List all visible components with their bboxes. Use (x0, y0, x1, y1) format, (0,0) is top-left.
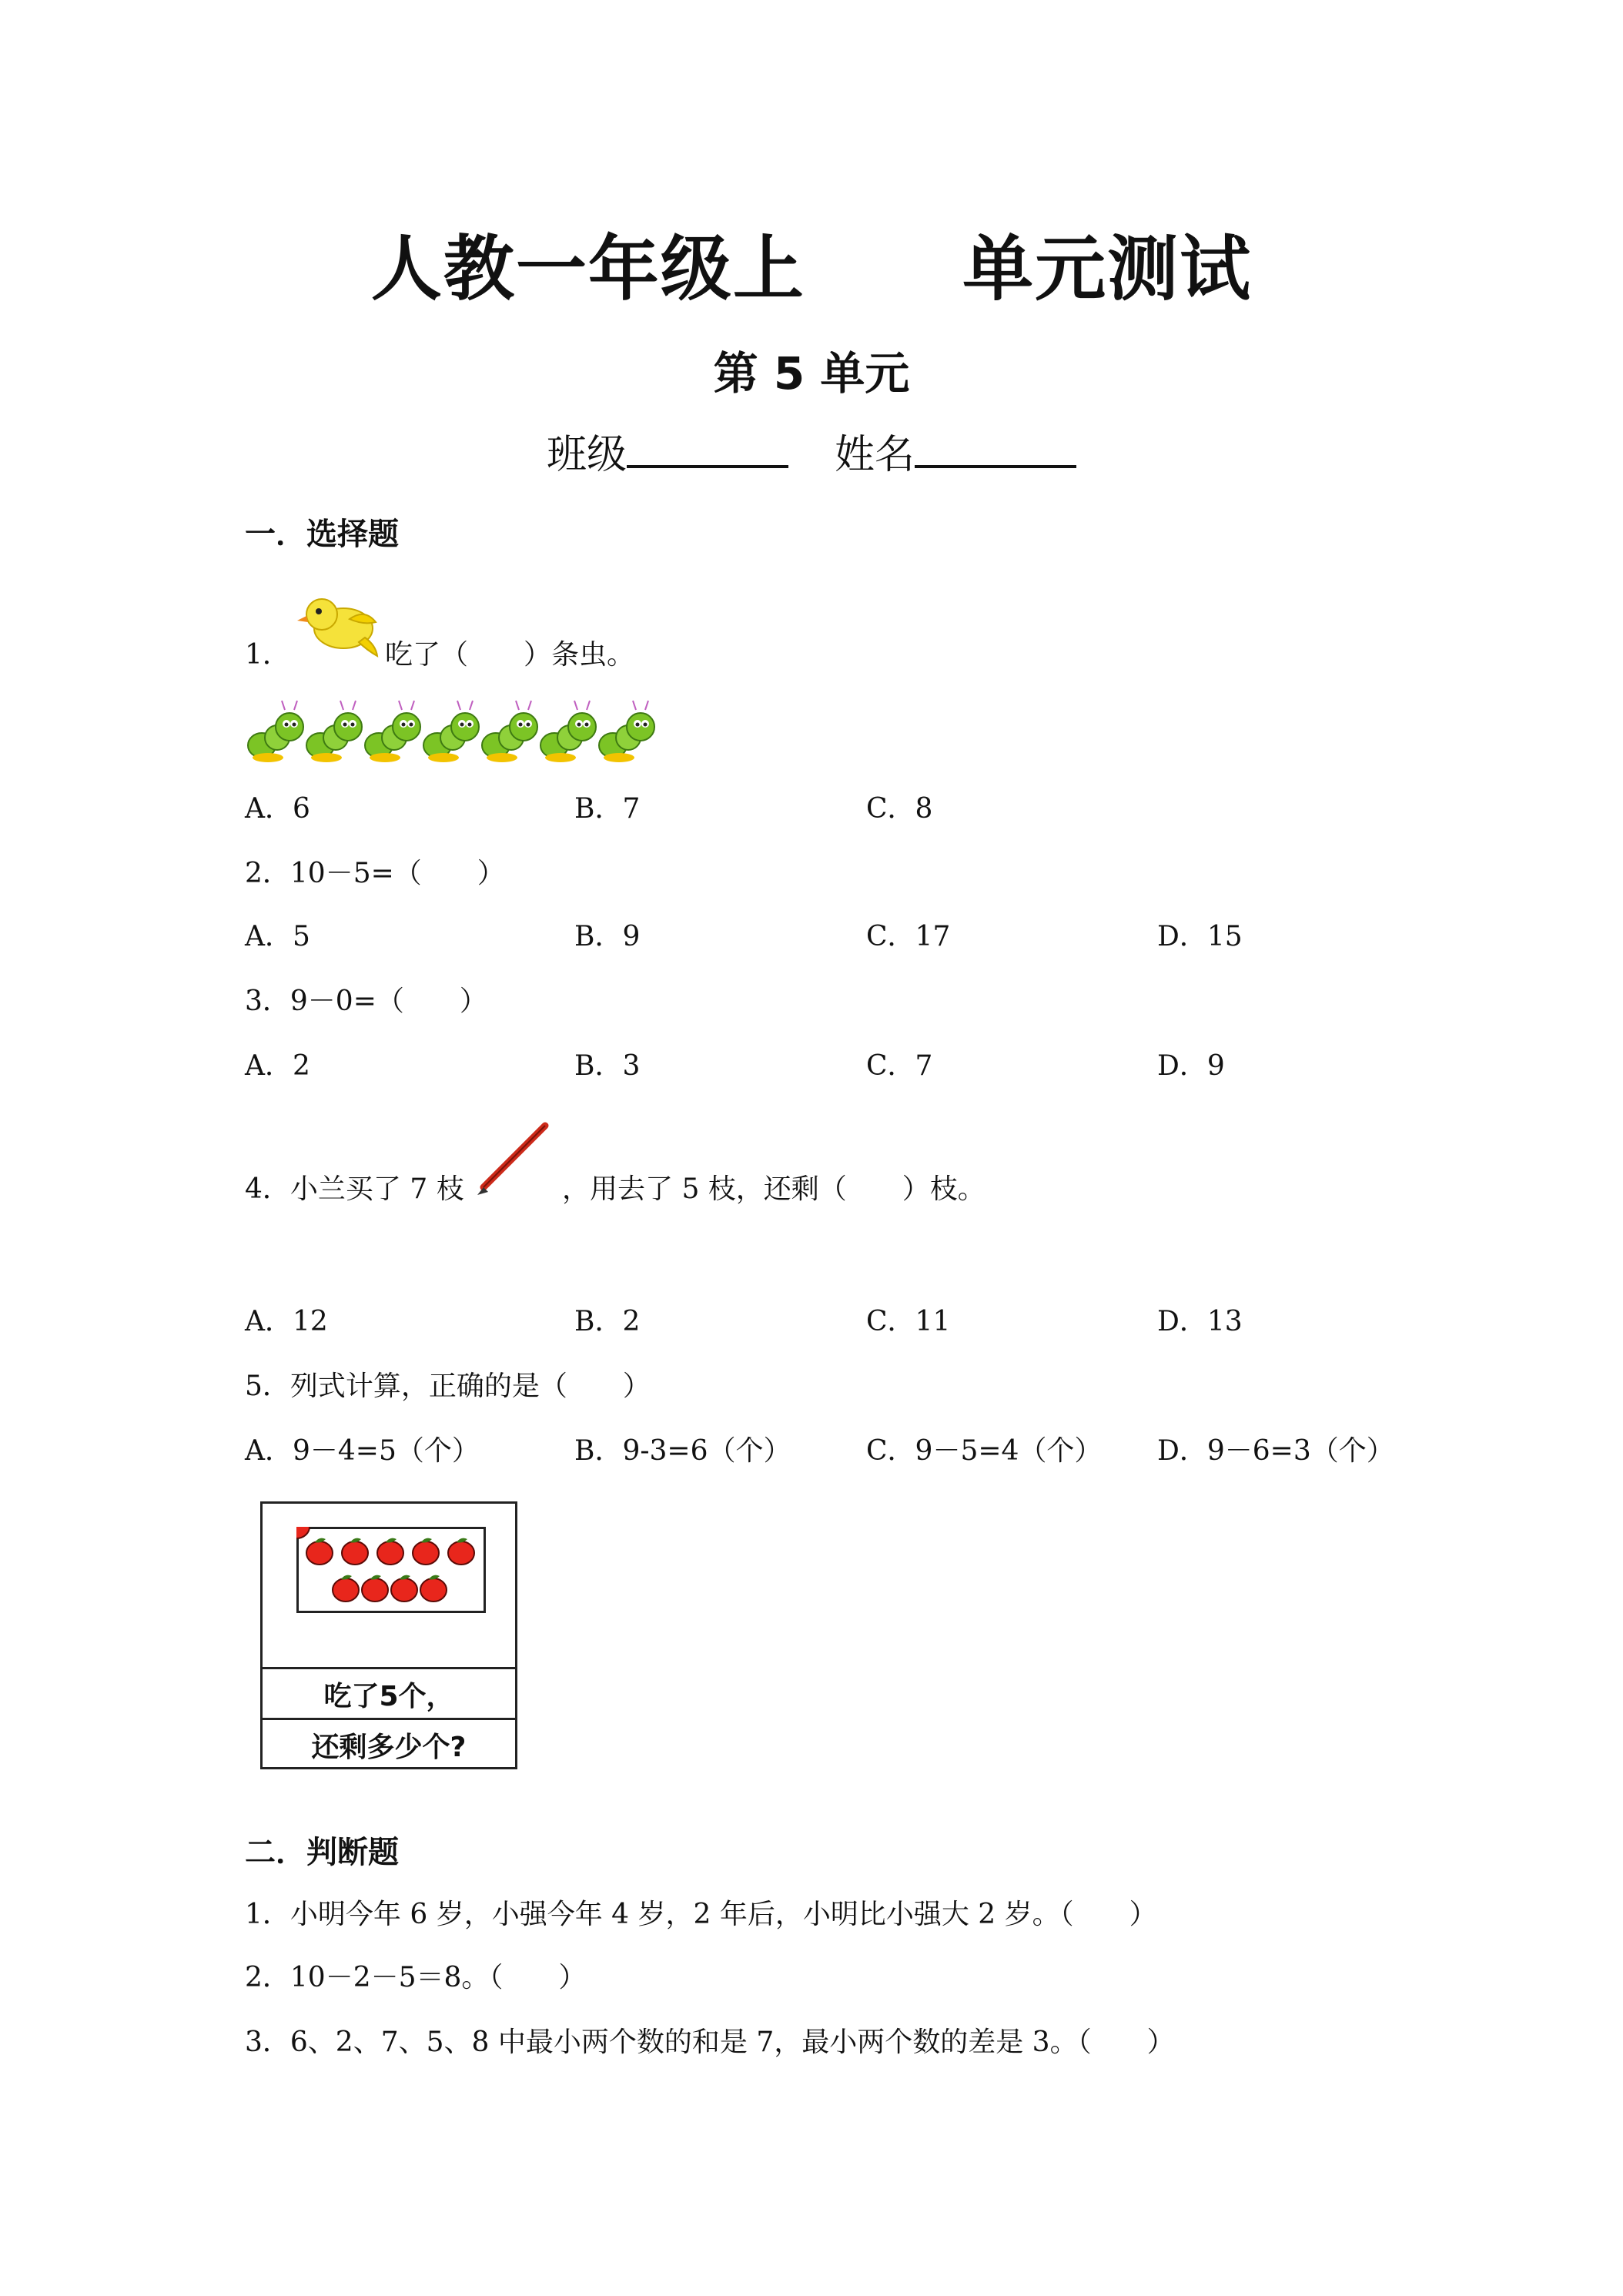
q4-option-d[interactable]: D．13 (1157, 1306, 1243, 1337)
q4-option-b[interactable]: B．2 (574, 1306, 641, 1337)
q2-option-b[interactable]: B．9 (574, 921, 641, 952)
name-row (0, 422, 1623, 480)
box-divider-1 (263, 1667, 515, 1669)
box-divider-2 (263, 1718, 515, 1720)
q5-option-d[interactable]: D．9－6=3（个） (1157, 1435, 1394, 1467)
q2-option-c[interactable]: C．17 (866, 921, 951, 952)
page-title: 人教一年级上 单元测试 (370, 228, 1253, 310)
section-heading-choice: 一．选择题 (245, 517, 399, 552)
q3-option-b[interactable]: B．3 (574, 1050, 641, 1082)
bird-icon (296, 591, 380, 661)
q5-text: 5．列式计算，正确的是（ ） (245, 1371, 651, 1402)
pencil-icon (473, 1121, 550, 1198)
q3-option-d[interactable]: D．9 (1157, 1050, 1225, 1082)
q4-text-after: ，用去了 5 枝，还剩（ ）枝。 (562, 1173, 986, 1205)
q2-text: 2．10－5=（ ） (245, 858, 505, 889)
judge-item-2: 2．10－2－5＝8。（ ） (245, 1962, 587, 1993)
worms-illustration (245, 696, 676, 773)
q1-number: 1． (245, 639, 290, 671)
q1-option-b[interactable]: B．7 (574, 793, 641, 825)
q4-option-a[interactable]: A．12 (245, 1306, 328, 1337)
judge-item-1: 1．小明今年 6 岁，小强今年 4 岁，2 年后，小明比小强大 2 岁。（ ） (245, 1899, 1157, 1930)
q1-option-a[interactable]: A．6 (245, 793, 310, 825)
section-heading-judge: 二．判断题 (245, 1835, 399, 1870)
q2-option-d[interactable]: D．15 (1157, 921, 1243, 952)
unit-subtitle: 第 5 单元 (713, 347, 910, 400)
q5-option-c[interactable]: C．9－5=4（个） (866, 1435, 1103, 1467)
q2-option-a[interactable]: A．5 (245, 921, 310, 952)
box-line-remaining: 还剩多少个? (311, 1732, 467, 1763)
q3-option-a[interactable]: A．2 (245, 1050, 310, 1082)
name-label: 姓名 (835, 432, 915, 478)
q3-option-c[interactable]: C．7 (866, 1050, 933, 1082)
class-blank[interactable] (627, 425, 788, 468)
box-line-eaten: 吃了5个， (323, 1681, 454, 1712)
q4-text-before: 4．小兰买了 7 枝 (245, 1173, 464, 1205)
q1-option-c[interactable]: C．8 (866, 793, 933, 825)
q4-option-c[interactable]: C．11 (866, 1306, 951, 1337)
q1-text: 吃了（ ）条虫。 (385, 639, 635, 671)
name-blank[interactable] (915, 425, 1076, 468)
apple-problem-box (260, 1501, 517, 1769)
q3-text: 3．9－0=（ ） (245, 986, 487, 1017)
q5-option-b[interactable]: B．9-3=6（个） (574, 1435, 791, 1467)
class-label: 班级 (546, 432, 627, 478)
apples-illustration (296, 1527, 486, 1613)
judge-item-3: 3．6、2、7、5、8 中最小两个数的和是 7，最小两个数的差是 3。（ ） (245, 2027, 1175, 2058)
q5-option-a[interactable]: A．9－4=5（个） (245, 1435, 480, 1467)
